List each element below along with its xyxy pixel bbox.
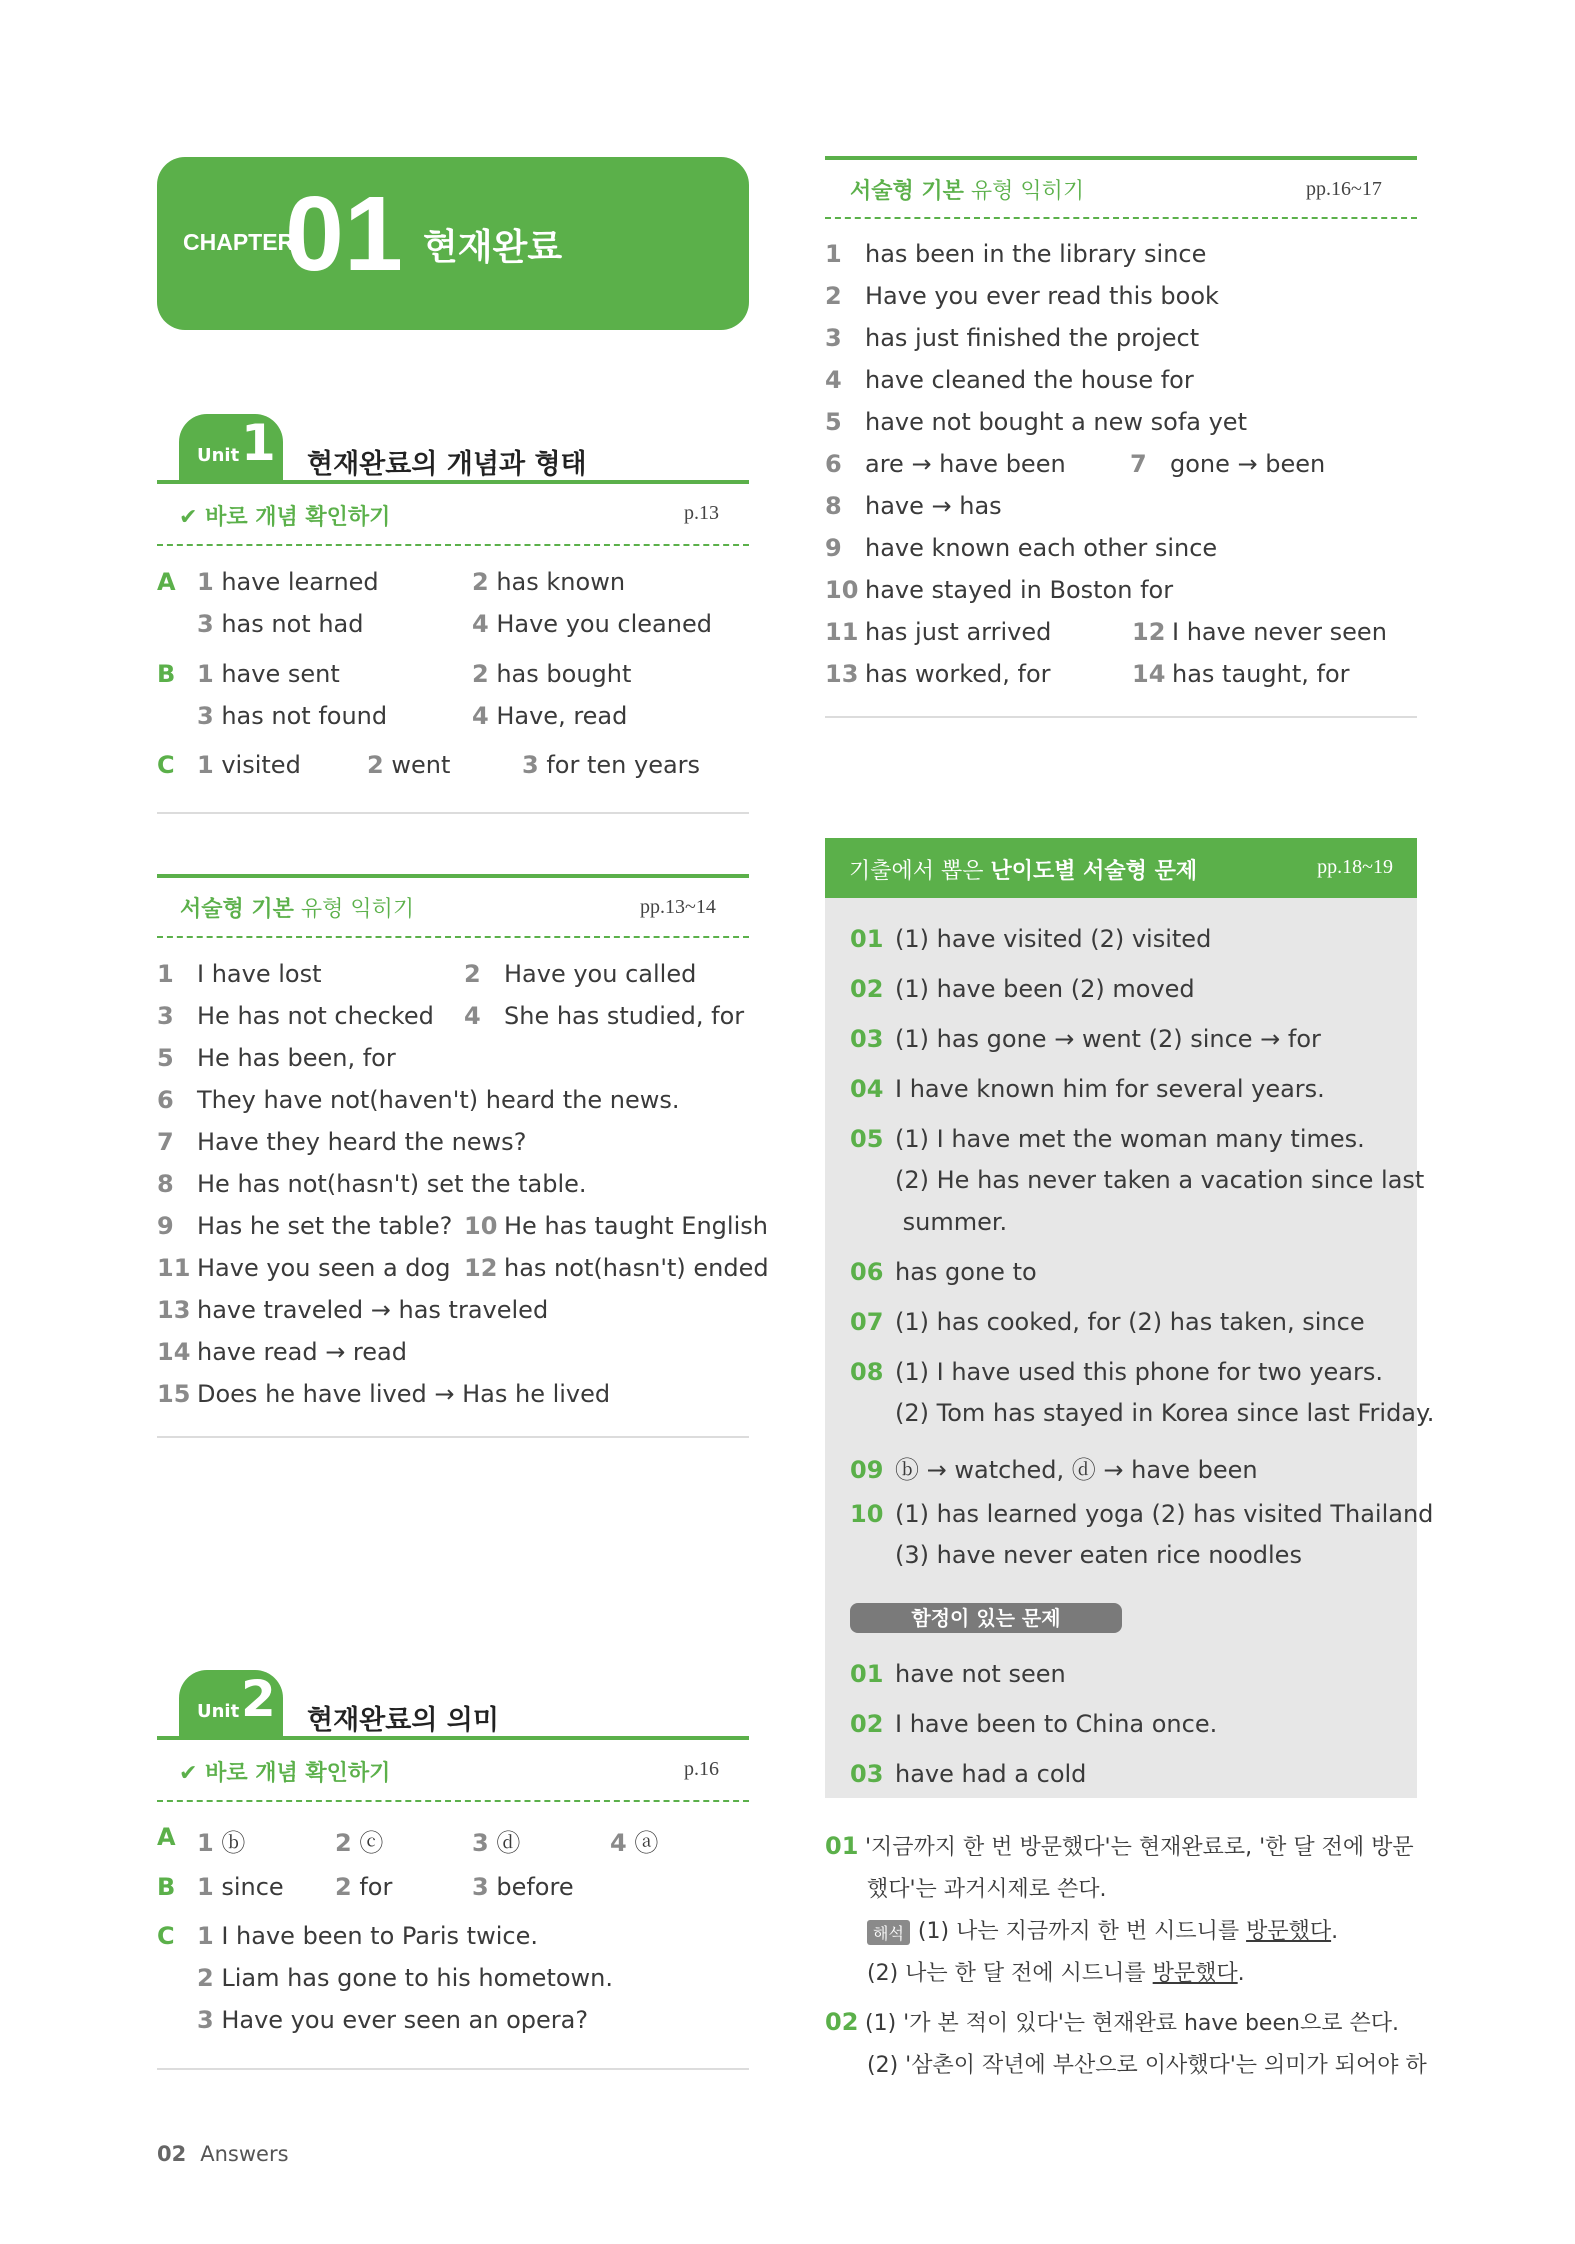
trap-item-3 — [850, 1760, 1086, 1788]
graded-item-13-num: 10 — [850, 1500, 884, 1528]
u1-c-1-text: visited — [221, 751, 301, 779]
desc1-item-8-text: He has not(hasn't) set the table. — [197, 1170, 587, 1198]
u2-a-3-text: ⓓ — [496, 1829, 521, 1857]
graded-item-12 — [850, 1450, 1258, 1485]
u1-b-2-text: has bought — [496, 660, 632, 688]
desc1-item-7-text: Have they heard the news? — [197, 1128, 527, 1156]
unit1-concept-page: p.13 — [684, 502, 719, 524]
desc2-item-8-num: 8 — [825, 492, 842, 520]
chapter-label: CHAPTER — [183, 229, 295, 255]
u1-a-2 — [472, 568, 625, 596]
desc2-label-light: 유형 익히기 — [963, 179, 1085, 204]
u2-letter-c: C — [157, 1922, 175, 1950]
u2-a-4 — [610, 1823, 658, 1858]
graded-item-3-text: (1) has gone → went (2) since → for — [895, 1025, 1321, 1053]
desc1-item-10 — [464, 1212, 768, 1240]
desc1-item-12-text: has not(hasn't) ended — [504, 1254, 769, 1282]
desc1-item-11-text: Have you seen a dog — [197, 1254, 451, 1282]
desc2-item-11-text: has just arrived — [865, 618, 1052, 646]
desc2-item-1-num: 1 — [825, 240, 842, 268]
graded-item-4-num: 04 — [850, 1075, 884, 1103]
desc1-item-5-text: He has been, for — [197, 1044, 396, 1072]
u2-a-1-num: 1 — [197, 1829, 214, 1857]
desc2-item-11-num: 11 — [825, 618, 859, 646]
u2-c-3-text: Have you ever seen an opera? — [221, 2006, 589, 2034]
desc1-item-8-num: 8 — [157, 1170, 174, 1198]
u1-b-3-num: 3 — [197, 702, 214, 730]
desc2-item-6-num: 6 — [825, 450, 842, 478]
graded-item-8-num: 06 — [850, 1258, 884, 1286]
u1-letter-c: C — [157, 751, 175, 779]
explain-2-line1 — [825, 2006, 1399, 2037]
desc1-item-10-text: He has taught English — [504, 1212, 768, 1240]
unit2-word: Unit — [197, 1701, 240, 1722]
desc2-item-7-text: gone → been — [1170, 450, 1326, 478]
trap-item-1-text: have not seen — [895, 1660, 1066, 1688]
desc1-item-12-num: 12 — [464, 1254, 498, 1282]
desc2-item-7 — [1130, 450, 1325, 478]
graded-item-6 — [850, 1166, 1424, 1194]
unit1-heading — [157, 414, 749, 504]
desc1-item-3 — [157, 1002, 434, 1030]
desc2-bottom-rule — [825, 716, 1417, 718]
explain-1-line3a: (1) 나는 지금까지 한 번 시드니를 — [917, 1919, 1247, 1944]
desc1-bottom-rule — [157, 1436, 749, 1438]
explain-1-line4b: 방문했다 — [1152, 1961, 1238, 1986]
u2-a-2-num: 2 — [335, 1829, 352, 1857]
desc2-item-10-text: have stayed in Boston for — [865, 576, 1174, 604]
u1-c-2-text: went — [391, 751, 451, 779]
unit2-concept-page: p.16 — [684, 1758, 719, 1780]
explain-1-text1: '지금까지 한 번 방문했다'는 현재완료로, '한 달 전에 방문 — [865, 1835, 1414, 1860]
u2-c-1-num: 1 — [197, 1922, 214, 1950]
desc2-item-4 — [825, 366, 1194, 394]
graded-label-light2: 에서 뽑은 — [891, 859, 991, 884]
desc1-item-4-text: She has studied, for — [504, 1002, 745, 1030]
graded-item-7-text: summer. — [895, 1208, 1008, 1236]
graded-item-13 — [850, 1500, 1433, 1528]
u2-b-1-num: 1 — [197, 1873, 214, 1901]
explain-2-line2: (2) '삼촌이 작년에 부산으로 이사했다'는 의미가 되어야 하 — [867, 2053, 1427, 2078]
u1-a-3-num: 3 — [197, 610, 214, 638]
unit2-rule — [157, 1736, 749, 1740]
desc1-item-14-num: 14 — [157, 1338, 191, 1366]
graded-item-5 — [850, 1125, 1365, 1153]
desc2-item-7-num: 7 — [1130, 450, 1147, 478]
u2-b-3 — [472, 1873, 574, 1901]
desc2-top-rule — [825, 156, 1417, 160]
graded-item-12-num: 09 — [850, 1456, 884, 1484]
graded-item-6-text: (2) He has never taken a vacation since last — [895, 1166, 1425, 1194]
desc2-item-9-text: have known each other since — [865, 534, 1218, 562]
u2-c-3 — [197, 2006, 588, 2034]
chapter-number: 01 — [285, 175, 403, 293]
u1-a-2-num: 2 — [472, 568, 489, 596]
footer-page-number: 02 — [157, 2142, 187, 2166]
desc2-label — [850, 174, 1084, 205]
u2-letter-a: A — [157, 1823, 176, 1851]
desc2-item-3-num: 3 — [825, 324, 842, 352]
graded-item-14 — [850, 1541, 1302, 1569]
graded-item-2-num: 02 — [850, 975, 884, 1003]
u2-b-1-text: since — [221, 1873, 284, 1901]
u2-a-2-text: ⓒ — [359, 1829, 384, 1857]
desc1-item-9 — [157, 1212, 452, 1240]
desc2-item-10-num: 10 — [825, 576, 859, 604]
u2-a-4-text: ⓐ — [634, 1829, 659, 1857]
desc2-item-5-num: 5 — [825, 408, 842, 436]
u1-c-3 — [522, 751, 700, 779]
desc1-item-13-text: have traveled → has traveled — [197, 1296, 549, 1324]
trap-item-1 — [850, 1660, 1066, 1688]
u2-a-2 — [335, 1823, 383, 1858]
desc2-item-14 — [1132, 660, 1350, 688]
desc2-page: pp.16~17 — [1306, 178, 1382, 200]
graded-item-2 — [850, 975, 1195, 1003]
unit1-title: 현재완료의 개념과 형태 — [307, 449, 587, 480]
u2-c-1 — [197, 1922, 538, 1950]
desc1-item-15 — [157, 1380, 610, 1408]
desc1-item-14 — [157, 1338, 407, 1366]
trap-label: 함정이 있는 문제 — [850, 1603, 1122, 1633]
desc1-item-1-num: 1 — [157, 960, 174, 988]
desc2-item-14-num: 14 — [1132, 660, 1166, 688]
u1-b-4-num: 4 — [472, 702, 489, 730]
explain-1-line4a: (2) 나는 한 달 전에 시드니를 — [867, 1961, 1153, 1986]
u1-a-3 — [197, 610, 363, 638]
u1-c-1 — [197, 751, 301, 779]
u1-b-1 — [197, 660, 340, 688]
graded-item-4-text: I have known him for several years. — [895, 1075, 1325, 1103]
u1-a-2-text: has known — [496, 568, 626, 596]
u2-a-1-text: ⓑ — [221, 1829, 246, 1857]
u1-c-2-num: 2 — [367, 751, 384, 779]
desc2-item-1 — [825, 240, 1206, 268]
u2-a-3 — [472, 1823, 520, 1858]
desc2-item-8-text: have → has — [865, 492, 1002, 520]
desc2-item-12-text: I have never seen — [1172, 618, 1387, 646]
u2-a-1 — [197, 1823, 245, 1858]
desc1-item-11-num: 11 — [157, 1254, 191, 1282]
trap-item-3-num: 03 — [850, 1760, 884, 1788]
graded-label — [849, 854, 1197, 885]
desc1-item-7 — [157, 1128, 526, 1156]
desc1-item-2-num: 2 — [464, 960, 481, 988]
desc2-item-4-text: have cleaned the house for — [865, 366, 1194, 394]
desc2-item-13-text: has worked, for — [865, 660, 1051, 688]
graded-item-4 — [850, 1075, 1325, 1103]
desc1-item-6 — [157, 1086, 680, 1114]
explain-1-line1 — [825, 1830, 1414, 1861]
desc1-item-5 — [157, 1044, 396, 1072]
desc2-item-2-num: 2 — [825, 282, 842, 310]
desc2-item-6-text: are → have been — [865, 450, 1066, 478]
trap-item-2-num: 02 — [850, 1710, 884, 1738]
unit1-rule — [157, 480, 749, 484]
u1-c-2 — [367, 751, 450, 779]
explain-tag: 해석 — [867, 1920, 910, 1945]
desc1-item-9-num: 9 — [157, 1212, 174, 1240]
desc2-item-13-num: 13 — [825, 660, 859, 688]
u1-b-4 — [472, 702, 627, 730]
explain-1-num: 01 — [825, 1832, 859, 1860]
u1-c-3-num: 3 — [522, 751, 539, 779]
explain-1-line4 — [867, 1956, 1245, 1987]
desc2-item-11 — [825, 618, 1051, 646]
desc1-top-rule — [157, 874, 749, 878]
u2-b-1 — [197, 1873, 284, 1901]
u2-c-1-text: I have been to Paris twice. — [221, 1922, 538, 1950]
desc2-item-12-num: 12 — [1132, 618, 1166, 646]
desc2-item-13 — [825, 660, 1051, 688]
unit2-concept-label: ✔ 바로 개념 확인하기 — [179, 1761, 391, 1786]
explain-2-num: 02 — [825, 2008, 859, 2036]
desc1-item-3-num: 3 — [157, 1002, 174, 1030]
desc1-item-15-text: Does he have lived → Has he lived — [197, 1380, 611, 1408]
graded-item-10-text: (1) I have used this phone for two years. — [895, 1358, 1384, 1386]
desc1-item-2-text: Have you called — [504, 960, 697, 988]
explain-1-line2: 했다'는 과거시제로 쓴다. — [867, 1877, 1107, 1902]
desc2-item-3 — [825, 324, 1199, 352]
u1-a-1-text: have learned — [221, 568, 379, 596]
desc2-item-3-text: has just finished the project — [865, 324, 1200, 352]
desc2-dash — [825, 217, 1417, 219]
explain-1-line3 — [867, 1914, 1338, 1945]
desc1-item-2 — [464, 960, 696, 988]
explain-2-text1: (1) '가 본 적이 있다'는 현재완료 have been으로 쓴다. — [865, 2011, 1399, 2036]
u2-b-2 — [335, 1873, 392, 1901]
desc1-dash — [157, 936, 749, 938]
desc1-page: pp.13~14 — [640, 896, 716, 918]
desc1-item-12 — [464, 1254, 769, 1282]
graded-item-1-num: 01 — [850, 925, 884, 953]
trap-item-2 — [850, 1710, 1217, 1738]
desc1-item-9-text: Has he set the table? — [197, 1212, 453, 1240]
desc2-item-4-num: 4 — [825, 366, 842, 394]
graded-item-9 — [850, 1308, 1365, 1336]
unit2-dash — [157, 1800, 749, 1802]
u2-c-3-num: 3 — [197, 2006, 214, 2034]
unit1-concept-label: ✔ 바로 개념 확인하기 — [179, 505, 391, 530]
u1-a-4 — [472, 610, 712, 638]
trap-item-3-text: have had a cold — [895, 1760, 1087, 1788]
u2-a-4-num: 4 — [610, 1829, 627, 1857]
unit1-dash — [157, 544, 749, 546]
desc1-item-8 — [157, 1170, 587, 1198]
desc2-label-bold: 서술형 기본 — [850, 179, 964, 204]
desc1-item-13 — [157, 1296, 548, 1324]
u1-c-1-num: 1 — [197, 751, 214, 779]
u1-b-2-num: 2 — [472, 660, 489, 688]
u2-c-2 — [197, 1964, 613, 1992]
desc1-item-4-num: 4 — [464, 1002, 481, 1030]
desc1-item-14-text: have read → read — [197, 1338, 407, 1366]
desc2-item-5 — [825, 408, 1247, 436]
u2-c-2-num: 2 — [197, 1964, 214, 1992]
graded-item-8-text: has gone to — [895, 1258, 1037, 1286]
desc1-item-3-text: He has not checked — [197, 1002, 434, 1030]
u1-a-4-num: 4 — [472, 610, 489, 638]
explain-1-line4c: . — [1237, 1961, 1245, 1986]
desc1-label — [180, 892, 414, 923]
trap-item-1-num: 01 — [850, 1660, 884, 1688]
graded-item-10-num: 08 — [850, 1358, 884, 1386]
graded-item-10 — [850, 1358, 1383, 1386]
unit2-title: 현재완료의 의미 — [307, 1705, 499, 1736]
desc2-item-6 — [825, 450, 1066, 478]
graded-problems-box — [825, 838, 1435, 1798]
unit2-bottom-rule — [157, 2068, 749, 2070]
desc1-item-1 — [157, 960, 322, 988]
graded-item-14-text: (3) have never eaten rice noodles — [895, 1541, 1302, 1569]
u2-b-2-text: for — [359, 1873, 393, 1901]
u2-a-3-num: 3 — [472, 1829, 489, 1857]
unit1-number: 1 — [241, 414, 276, 472]
graded-item-12-text: ⓑ → watched, ⓓ → have been — [895, 1456, 1258, 1484]
u1-letter-a: A — [157, 568, 176, 596]
graded-item-11 — [850, 1399, 1434, 1427]
u1-letter-b: B — [157, 660, 176, 688]
desc1-item-10-num: 10 — [464, 1212, 498, 1240]
u2-b-2-num: 2 — [335, 1873, 352, 1901]
graded-item-5-num: 05 — [850, 1125, 884, 1153]
u1-c-3-text: for ten years — [546, 751, 701, 779]
desc1-item-4 — [464, 1002, 744, 1030]
desc2-item-8 — [825, 492, 1002, 520]
u1-b-3-text: has not found — [221, 702, 388, 730]
desc2-item-14-text: has taught, for — [1172, 660, 1350, 688]
desc1-item-6-text: They have not(haven't) heard the news. — [197, 1086, 680, 1114]
u1-b-4-text: Have, read — [496, 702, 628, 730]
desc1-label-bold: 서술형 기본 — [180, 897, 294, 922]
unit2-concept-head — [157, 1750, 749, 1794]
graded-item-2-text: (1) have been (2) moved — [895, 975, 1195, 1003]
desc2-item-9 — [825, 534, 1217, 562]
trap-item-2-text: I have been to China once. — [895, 1710, 1218, 1738]
u1-a-1-num: 1 — [197, 568, 214, 596]
explain-1-line3b: 방문했다 — [1246, 1919, 1332, 1944]
explain-1-line3c: . — [1331, 1919, 1339, 1944]
u2-b-3-num: 3 — [472, 1873, 489, 1901]
desc1-label-light: 유형 익히기 — [293, 897, 415, 922]
u1-a-1 — [197, 568, 379, 596]
graded-item-13-text: (1) has learned yoga (2) has visited Thailand — [895, 1500, 1434, 1528]
unit2-tab — [179, 1670, 283, 1736]
unit2-heading — [157, 1670, 749, 1760]
graded-item-5-text: (1) I have met the woman many times. — [895, 1125, 1365, 1153]
desc1-item-5-num: 5 — [157, 1044, 174, 1072]
u2-b-3-text: before — [496, 1873, 574, 1901]
graded-item-8 — [850, 1258, 1037, 1286]
u2-letter-b: B — [157, 1873, 176, 1901]
graded-label-bold: 난이도별 서술형 문제 — [990, 859, 1198, 884]
graded-header — [825, 838, 1417, 898]
graded-page: pp.18~19 — [1317, 856, 1393, 878]
unit1-bottom-rule — [157, 812, 749, 814]
desc2-item-12 — [1132, 618, 1387, 646]
u1-a-3-text: has not had — [221, 610, 364, 638]
desc2-item-9-num: 9 — [825, 534, 842, 562]
graded-item-7 — [850, 1208, 1007, 1236]
u1-b-1-num: 1 — [197, 660, 214, 688]
desc1-item-7-num: 7 — [157, 1128, 174, 1156]
graded-item-9-text: (1) has cooked, for (2) has taken, since — [895, 1308, 1365, 1336]
graded-item-3 — [850, 1025, 1321, 1053]
chapter-title: 현재완료 — [423, 227, 563, 268]
desc2-item-10 — [825, 576, 1173, 604]
unit2-number: 2 — [241, 1670, 276, 1728]
u1-b-1-text: have sent — [221, 660, 340, 688]
graded-item-9-num: 07 — [850, 1308, 884, 1336]
desc2-item-2 — [825, 282, 1219, 310]
u2-c-2-text: Liam has gone to his hometown. — [221, 1964, 614, 1992]
desc1-item-1-text: I have lost — [197, 960, 322, 988]
footer-label: Answers — [200, 2142, 289, 2166]
desc1-item-6-num: 6 — [157, 1086, 174, 1114]
graded-item-11-text: (2) Tom has stayed in Korea since last Friday. — [895, 1399, 1435, 1427]
unit1-word: Unit — [197, 445, 240, 466]
graded-item-1 — [850, 925, 1211, 953]
graded-item-3-num: 03 — [850, 1025, 884, 1053]
desc2-item-1-text: has been in the library since — [865, 240, 1207, 268]
desc1-item-15-num: 15 — [157, 1380, 191, 1408]
unit1-concept-head — [157, 494, 749, 538]
u1-a-4-text: Have you cleaned — [496, 610, 712, 638]
desc2-item-5-text: have not bought a new sofa yet — [865, 408, 1247, 436]
desc2-item-2-text: Have you ever read this book — [865, 282, 1219, 310]
desc1-item-13-num: 13 — [157, 1296, 191, 1324]
graded-item-1-text: (1) have visited (2) visited — [895, 925, 1212, 953]
u1-b-3 — [197, 702, 387, 730]
unit1-tab — [179, 414, 283, 480]
chapter-banner — [157, 157, 749, 330]
page-footer — [157, 2142, 289, 2166]
graded-label-light1: 기출 — [849, 859, 892, 884]
desc1-item-11 — [157, 1254, 450, 1282]
u1-b-2 — [472, 660, 631, 688]
